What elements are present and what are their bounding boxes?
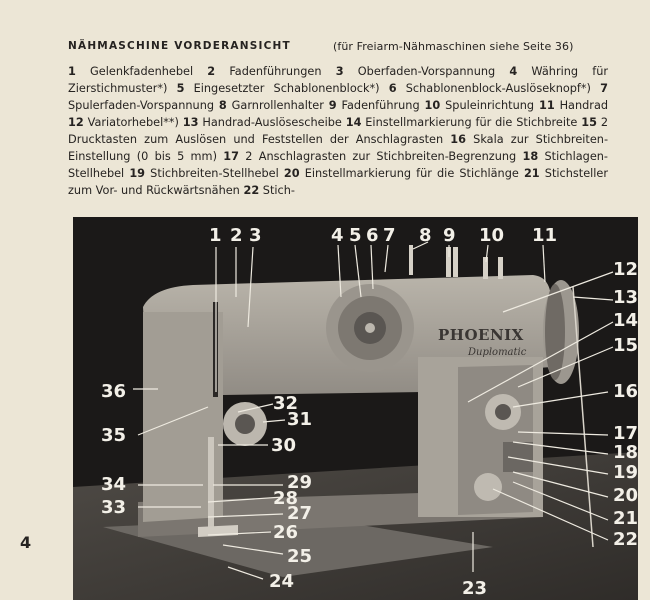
heading-subtitle: (für Freiarm-Nähmaschinen siehe Seite 36) [333, 40, 574, 53]
callout-1: 1 [209, 225, 222, 246]
legend-number: 20 [283, 167, 300, 180]
callout-10: 10 [479, 225, 505, 246]
brand-name: PHOENIX [438, 326, 524, 344]
legend-number: 11 [538, 99, 555, 112]
callout-15: 15 [613, 335, 638, 356]
callout-9: 9 [443, 225, 456, 246]
callout-26: 26 [273, 522, 299, 543]
legend-text: Fadenführung [341, 99, 420, 112]
legend-number: 5 [176, 82, 185, 95]
callout-4: 4 [331, 225, 344, 246]
legend-text: Stich- [262, 184, 295, 197]
legend-number: 17 [223, 150, 239, 163]
legend-number: 1 [68, 65, 76, 78]
legend-text: Skala zur Stichbreiten-Einstellung (0 bis 5 mm) [68, 133, 609, 163]
legend-number: 15 [581, 116, 597, 129]
legend-text: Gelenkfadenhebel [90, 65, 194, 78]
legend-number: 2 [207, 65, 216, 78]
callout-13: 13 [613, 287, 638, 308]
legend-text: Einstellmarkierung für die Stichlänge [304, 167, 519, 180]
legend-text: Spuleinrichtung [445, 99, 535, 112]
callout-25: 25 [287, 546, 313, 567]
callout-28: 28 [273, 488, 299, 509]
callout-32: 32 [273, 393, 299, 414]
callout-8: 8 [419, 225, 432, 246]
callout-30: 30 [271, 435, 297, 456]
spool-pin [409, 245, 413, 275]
legend-text: Fadenführungen [229, 65, 322, 78]
callout-27: 27 [287, 503, 313, 524]
callout-34: 34 [101, 474, 127, 495]
legend-text: Stichbreiten-Stellhebel [150, 167, 279, 180]
callout-35: 35 [101, 425, 127, 446]
legend-number: 6 [388, 82, 397, 95]
callout-12: 12 [613, 259, 638, 280]
callout-14: 14 [613, 310, 638, 331]
legend-number: 4 [509, 65, 518, 78]
legend-number: 14 [345, 116, 362, 129]
callout-21: 21 [613, 508, 638, 529]
callout-29: 29 [287, 472, 313, 493]
stitch-length-knob [474, 473, 502, 501]
legend-number: 12 [68, 116, 84, 129]
legend-number: 22 [243, 184, 260, 197]
legend-text: Oberfaden-Vorspannung [357, 65, 496, 78]
callout-2: 2 [230, 225, 243, 246]
callout-18: 18 [613, 442, 638, 463]
page-number: 4 [20, 533, 32, 552]
presser-foot [198, 525, 238, 537]
sewing-machine-illustration [73, 217, 638, 600]
callout-7: 7 [383, 225, 396, 246]
legend-text: 2 Drucktasten zum Auslösen und Feststellen der Anschlagrasten [68, 116, 609, 146]
brand-model: Duplomatic [468, 347, 527, 358]
page-heading [68, 40, 628, 52]
callout-36: 36 [101, 381, 127, 402]
callout-11: 11 [532, 225, 558, 246]
legend-number: 16 [450, 133, 467, 146]
legend-number: 8 [218, 99, 227, 112]
callout-5: 5 [349, 225, 362, 246]
legend-text: Eingesetzter Schablonenblock*) [193, 82, 380, 95]
callout-17: 17 [613, 423, 638, 444]
parts-legend [68, 63, 608, 199]
legend-text: 2 Anschlagrasten zur Stichbreiten-Begrenzung [245, 150, 517, 163]
legend-number: 9 [328, 99, 337, 112]
legend-text: Einstellmarkierung für die Stichbreite [365, 116, 578, 129]
legend-text: Garnrollenhalter [231, 99, 324, 112]
legend-text: Stichsteller zum Vor- und Rückwärtsnähen [68, 167, 609, 197]
legend-text: Handrad-Auslösescheibe [202, 116, 342, 129]
callout-31: 31 [287, 409, 313, 430]
legend-number: 10 [424, 99, 441, 112]
callout-6: 6 [366, 225, 379, 246]
sewing-machine-photo [73, 217, 638, 600]
callout-19: 19 [613, 462, 638, 483]
legend-number: 19 [129, 167, 146, 180]
callout-3: 3 [249, 225, 262, 246]
legend-text: Schablonenblock-Auslöseknopf*) [405, 82, 591, 95]
callout-33: 33 [101, 497, 127, 518]
legend-number: 13 [182, 116, 199, 129]
legend-text: Spulerfaden-Vorspannung [68, 99, 215, 112]
legend-number: 7 [600, 82, 609, 95]
legend-text: Währing für Zierstichmuster*) [68, 65, 609, 95]
legend-number: 3 [335, 65, 344, 78]
legend-text: Handrad [559, 99, 609, 112]
callout-22: 22 [613, 529, 638, 550]
legend-text: Variatorhebel**) [87, 116, 179, 129]
callout-16: 16 [613, 381, 638, 402]
legend-number: 21 [523, 167, 540, 180]
callout-20: 20 [613, 485, 638, 506]
legend-text: Stichlagen-Stellhebel [68, 150, 609, 180]
legend-number: 18 [522, 150, 539, 163]
callout-24: 24 [269, 571, 295, 592]
heading-title: NÄHMASCHINE VORDERANSICHT [68, 40, 291, 52]
callout-23: 23 [462, 578, 488, 599]
